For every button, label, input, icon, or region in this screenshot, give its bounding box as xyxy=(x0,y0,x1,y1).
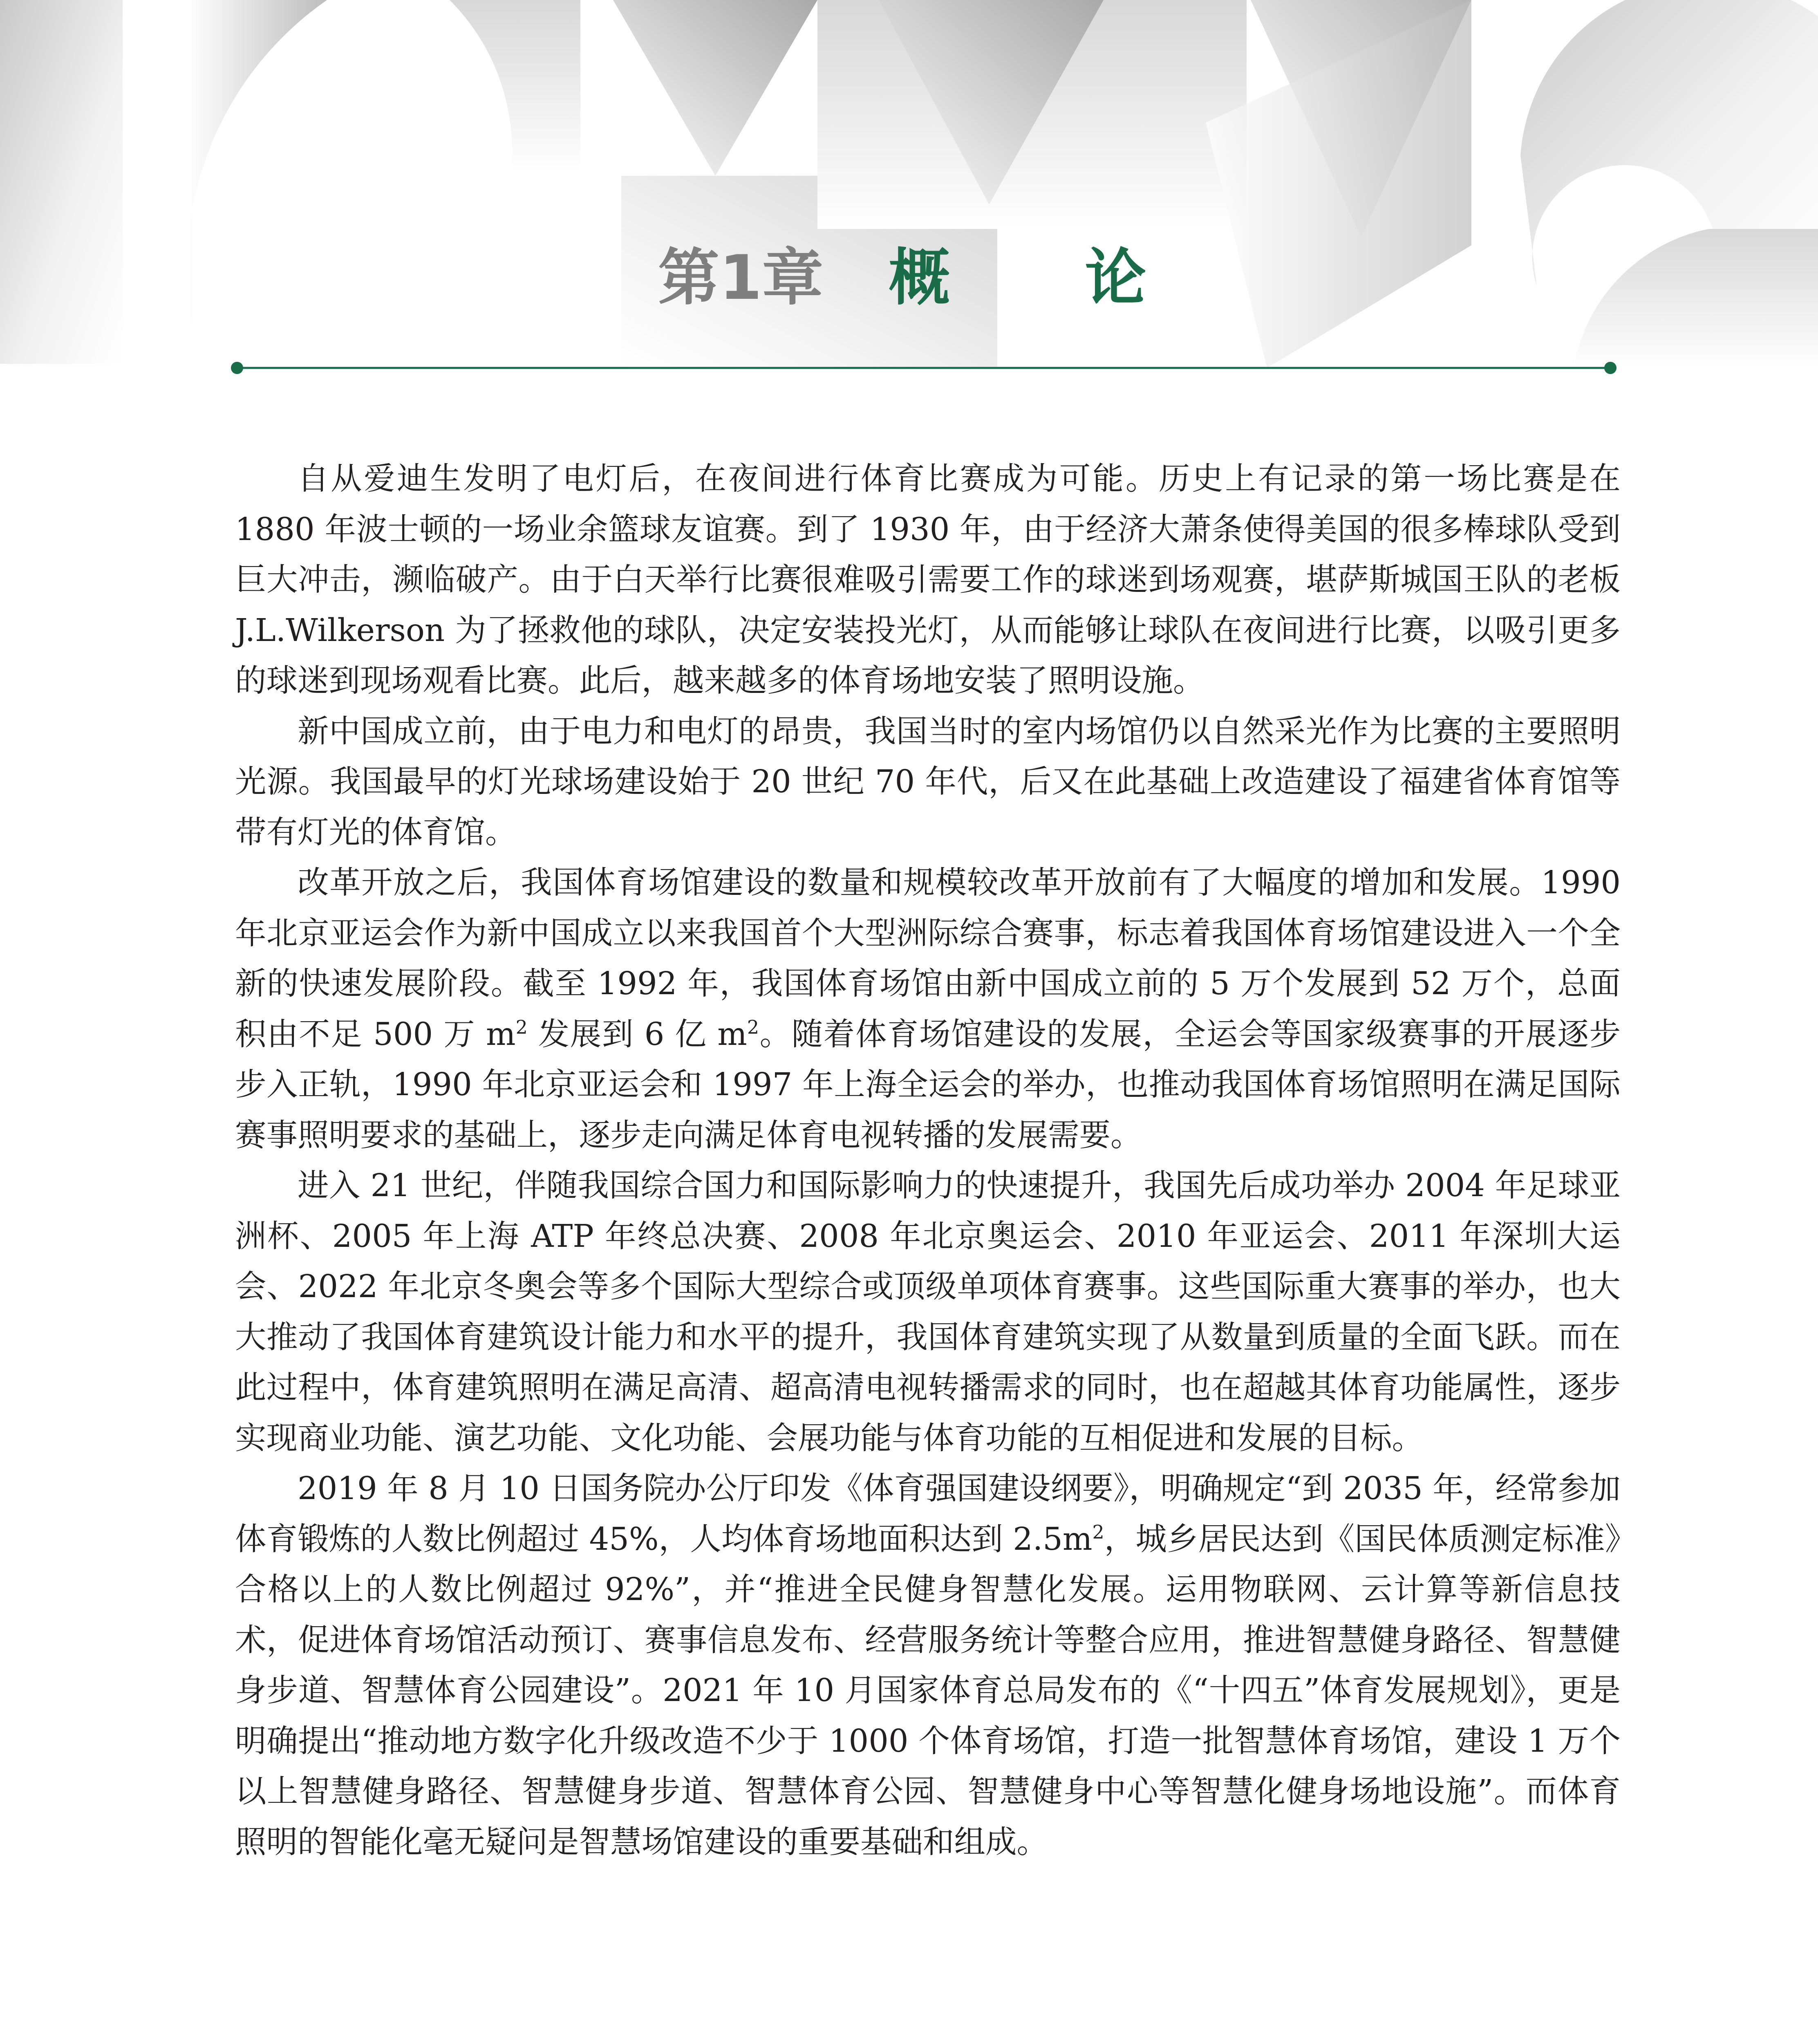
rule-end-dot-left xyxy=(231,362,243,374)
rule-end-dot-right xyxy=(1604,362,1616,374)
paragraph-5: 2019 年 8 月 10 日国务院办公厅印发《体育强国建设纲要》，明确规定“到 2035 年，经常参加体育锻炼的人数比例超过 45%，人均体育场地面积达到 $2.5m^2$，城乡居民达到《国民体质测定标准》合格以上的人数比例超过 92%”，并“推进全民健身智慧化发展。运用物联网、云计算等新信息技术，促进体育场馆活动预订、赛事信息发布、经营服务统计等整合应用，推进智慧健身路径、智慧健身步道、智慧体育公园建设”。2021 年 10 月国家体育总局发布的《“十四五”体育发展规划》，更是明确提出“推动地方数字化升级改造不少于 1000 个体育场馆，打造一批智慧体育场馆，建设 1 万个以上智慧健身路径、智慧健身步道、智慧体育公园、智慧健身中心等智慧化健身场地设施”。而体育照明的智能化毫无疑问是智慧场馆建设的重要基础和组成。 xyxy=(235,1470,1621,1860)
chapter-body xyxy=(235,454,1621,1867)
superscript-exponent: 2 xyxy=(515,1015,528,1038)
chapter-name-char-1: 概 xyxy=(889,242,950,314)
paragraph-2: 新中国成立前，由于电力和电灯的昂贵，我国当时的室内场馆仍以自然采光作为比赛的主要照明光源。我国最早的灯光球场建设始于 20 世纪 70 年代，后又在此基础上改造建设了福建省体育馆等带有灯光的体育馆。 xyxy=(235,713,1621,851)
paragraph-4: 进入 21 世纪，伴随我国综合国力和国际影响力的快速提升，我国先后成功举办 2004 年足球亚洲杯、2005 年上海 ATP 年终总决赛、2008 年北京奥运会、2010 年亚运会、2011 年深圳大运会、2022 年北京冬奥会等多个国际大型综合或顶级单项体育赛事。这些国际重大赛事的举办，也大大推动了我国体育建筑设计能力和水平的提升，我国体育建筑实现了从数量到质量的全面飞跃。而在此过程中，体育建筑照明在满足高清、超高清电视转播需求的同时，也在超越其体育功能属性，逐步实现商业功能、演艺功能、文化功能、会展功能与体育功能的互相促进和发展的目标。 xyxy=(235,1168,1621,1457)
superscript-exponent: 2 xyxy=(1092,1520,1104,1543)
superscript-exponent: 2 xyxy=(747,1015,759,1038)
chapter-number-label: 第1章 xyxy=(658,242,824,314)
paragraph-1: 自从爱迪生发明了电灯后，在夜间进行体育比赛成为可能。历史上有记录的第一场比赛是在 1880 年波士顿的一场业余篮球友谊赛。到了 1930 年，由于经济大萧条使得美国的很多棒球队受到巨大冲击，濒临破产。由于白天举行比赛很难吸引需要工作的球迷到场观赛，堪萨斯城国王队的老板 J.L.Wilkerson 为了拯救他的球队，决定安装投光灯，从而能够让球队在夜间进行比赛，以吸引更多的球迷到现场观看比赛。此后，越来越多的体育场地安装了照明设施。 xyxy=(235,461,1621,699)
title-divider-rule xyxy=(229,360,1619,376)
chapter-name xyxy=(889,242,1146,314)
chapter-name-char-2: 论 xyxy=(1085,242,1146,314)
paragraph-3: 改革开放之后，我国体育场馆建设的数量和规模较改革开放前有了大幅度的增加和发展。1990 年北京亚运会作为新中国成立以来我国首个大型洲际综合赛事，标志着我国体育场馆建设进入一个全新的快速发展阶段。截至 1992 年，我国体育场馆由新中国成立前的 5 万个发展到 52 万个，总面积由不足 500 万 $m^2$ 发展到 6 亿 $m^2$。随着体育场馆建设的发展，全运会等国家级赛事的开展逐步步入正轨，1990 年北京亚运会和 1997 年上海全运会的举办，也推动我国体育场馆照明在满足国际赛事照明要求的基础上，逐步走向满足体育电视转播的发展需要。 xyxy=(235,865,1621,1154)
chapter-title xyxy=(658,225,1146,331)
